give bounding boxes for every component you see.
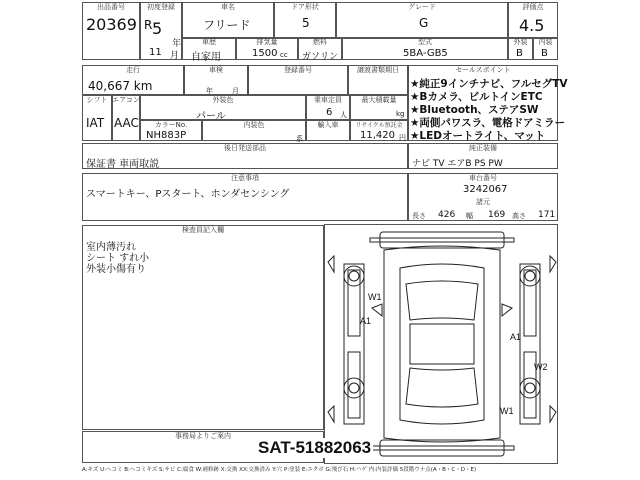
sales-point: ★Bluetooth、ステアSW xyxy=(410,104,539,116)
reg-year: 5 xyxy=(152,19,163,38)
recycle: 11,420 xyxy=(360,130,395,141)
damage-mark: A1 xyxy=(360,316,372,326)
grade: G xyxy=(419,16,429,30)
sales-point: ★両側パワスラ、電格ドアミラー xyxy=(410,117,565,129)
import-label: 輸入車 xyxy=(317,121,339,129)
car-name-label: 車名 xyxy=(221,3,235,11)
height: 171 xyxy=(538,210,556,220)
car-name: フリード xyxy=(203,18,251,32)
width-label: 幅 xyxy=(466,212,473,220)
office-title: 事務局よりご案内 xyxy=(175,432,231,440)
capacity-unit: 人 xyxy=(340,111,347,119)
reg-no-label: 登録番号 xyxy=(284,66,312,74)
usage: 自家用 xyxy=(191,52,221,63)
door-label: ドア形状 xyxy=(291,3,319,11)
length: 426 xyxy=(438,210,456,220)
ext-grade: B xyxy=(516,48,523,59)
month-unit: 月 xyxy=(170,51,180,61)
int-color-label: 内装色 xyxy=(243,121,265,129)
cc-unit: cc xyxy=(280,51,288,59)
cc-label: 排気量 xyxy=(256,38,278,46)
len-label: 長さ xyxy=(412,212,426,220)
ext-label: 外装 xyxy=(513,38,528,46)
recycle-unit: 円 xyxy=(399,134,406,142)
legend-footer: A:キズ U:ヘコミ B:ヘコミキズ S:サビ C:腐食 W:補修跡 X:交換 XX:交換済み Y:穴 P:塗装 E:エクボ G:飛び石 H:ハゲ 内:内装評価 5段階ウナ点(A・B・C・D・E) xyxy=(82,467,477,473)
damage-mark: W2 xyxy=(534,362,548,372)
shift: IAT xyxy=(86,116,105,130)
inspector-note: 室内薄汚れ xyxy=(86,242,136,253)
capacity: 6 xyxy=(326,107,333,118)
first-reg-label: 初度登録 xyxy=(147,3,175,11)
ac: AAC xyxy=(114,116,139,130)
damage-mark: A1 xyxy=(510,332,522,342)
inspection-month: 月 xyxy=(232,87,239,95)
load-unit: kg xyxy=(396,110,405,118)
ac-label: エアコン xyxy=(112,96,140,104)
door: 5 xyxy=(302,16,310,30)
equipment: 保証書 車両取説 xyxy=(86,159,160,170)
int-label: 内装 xyxy=(538,38,553,46)
mileage: 40,667 km xyxy=(88,79,153,93)
int-grade: B xyxy=(541,48,548,59)
year-unit: 年 xyxy=(172,39,182,49)
equipment-title: 後日発送部品 xyxy=(224,144,266,152)
load-label: 最大積載量 xyxy=(361,96,397,104)
sales-point: ★LEDオートライト、マット xyxy=(410,130,546,142)
mileage-label: 走行 xyxy=(126,66,140,74)
inspector-title: 検査員記入欄 xyxy=(182,226,224,234)
lot-label: 出品番号 xyxy=(97,3,125,11)
model-label: 型式 xyxy=(418,38,432,46)
damage-mark: W1 xyxy=(500,406,514,416)
color: パール xyxy=(196,111,226,122)
model: 5BA-GB5 xyxy=(403,48,448,59)
sales-point: ★Bカメラ、ビルトインETC xyxy=(410,91,543,103)
score: 4.5 xyxy=(519,16,545,35)
options-title: 純正装備 xyxy=(469,144,497,152)
notes: スマートキー、Pスタート、ホンダセンシング xyxy=(86,189,290,200)
rec-label: 譲渡書類期日 xyxy=(357,66,399,74)
damage-mark: W1 xyxy=(368,292,382,302)
capacity-label: 乗車定員 xyxy=(314,96,342,104)
mark: 系 xyxy=(296,135,303,143)
lot-number: 20369 xyxy=(86,15,137,34)
inspection-year: 年 xyxy=(206,87,213,95)
stock-id: SAT-51882063 xyxy=(258,438,372,457)
fuel: ガソリン xyxy=(302,52,339,62)
chassis-title: 車台番号 xyxy=(469,174,497,182)
score-label: 評価点 xyxy=(522,3,544,11)
inspection-label: 車検 xyxy=(209,66,223,74)
width: 169 xyxy=(488,210,506,220)
car-damage-diagram xyxy=(324,224,560,464)
options: ナビ TV エアB PS PW xyxy=(412,159,503,169)
chassis-number: 3242067 xyxy=(463,184,508,195)
height-label: 高さ xyxy=(512,212,526,220)
usage-label: 車歴 xyxy=(202,38,216,46)
sales-point: ★純正9インチナビ、フルセグTV xyxy=(410,78,568,90)
sales-points-title: セールスポイント xyxy=(455,66,511,74)
color-no: NH883P xyxy=(146,130,187,141)
color-label: 外装色 xyxy=(212,96,234,104)
color-no-label: カラーNo. xyxy=(154,121,188,129)
reg-month: 11 xyxy=(149,47,162,58)
notes-title: 注意事項 xyxy=(231,174,259,182)
inspector-note: シート すれ小 xyxy=(86,253,150,264)
cc: 1500 xyxy=(252,48,278,59)
era: R xyxy=(144,18,153,32)
inspector-note: 外装小傷有り xyxy=(86,264,146,275)
recycle-label: リサイクル預託金 xyxy=(355,122,403,129)
grade-label: グレード xyxy=(408,3,436,11)
shift-label: シフト xyxy=(86,96,108,104)
dims-title: 諸元 xyxy=(476,198,490,206)
fuel-label: 燃料 xyxy=(313,38,327,46)
